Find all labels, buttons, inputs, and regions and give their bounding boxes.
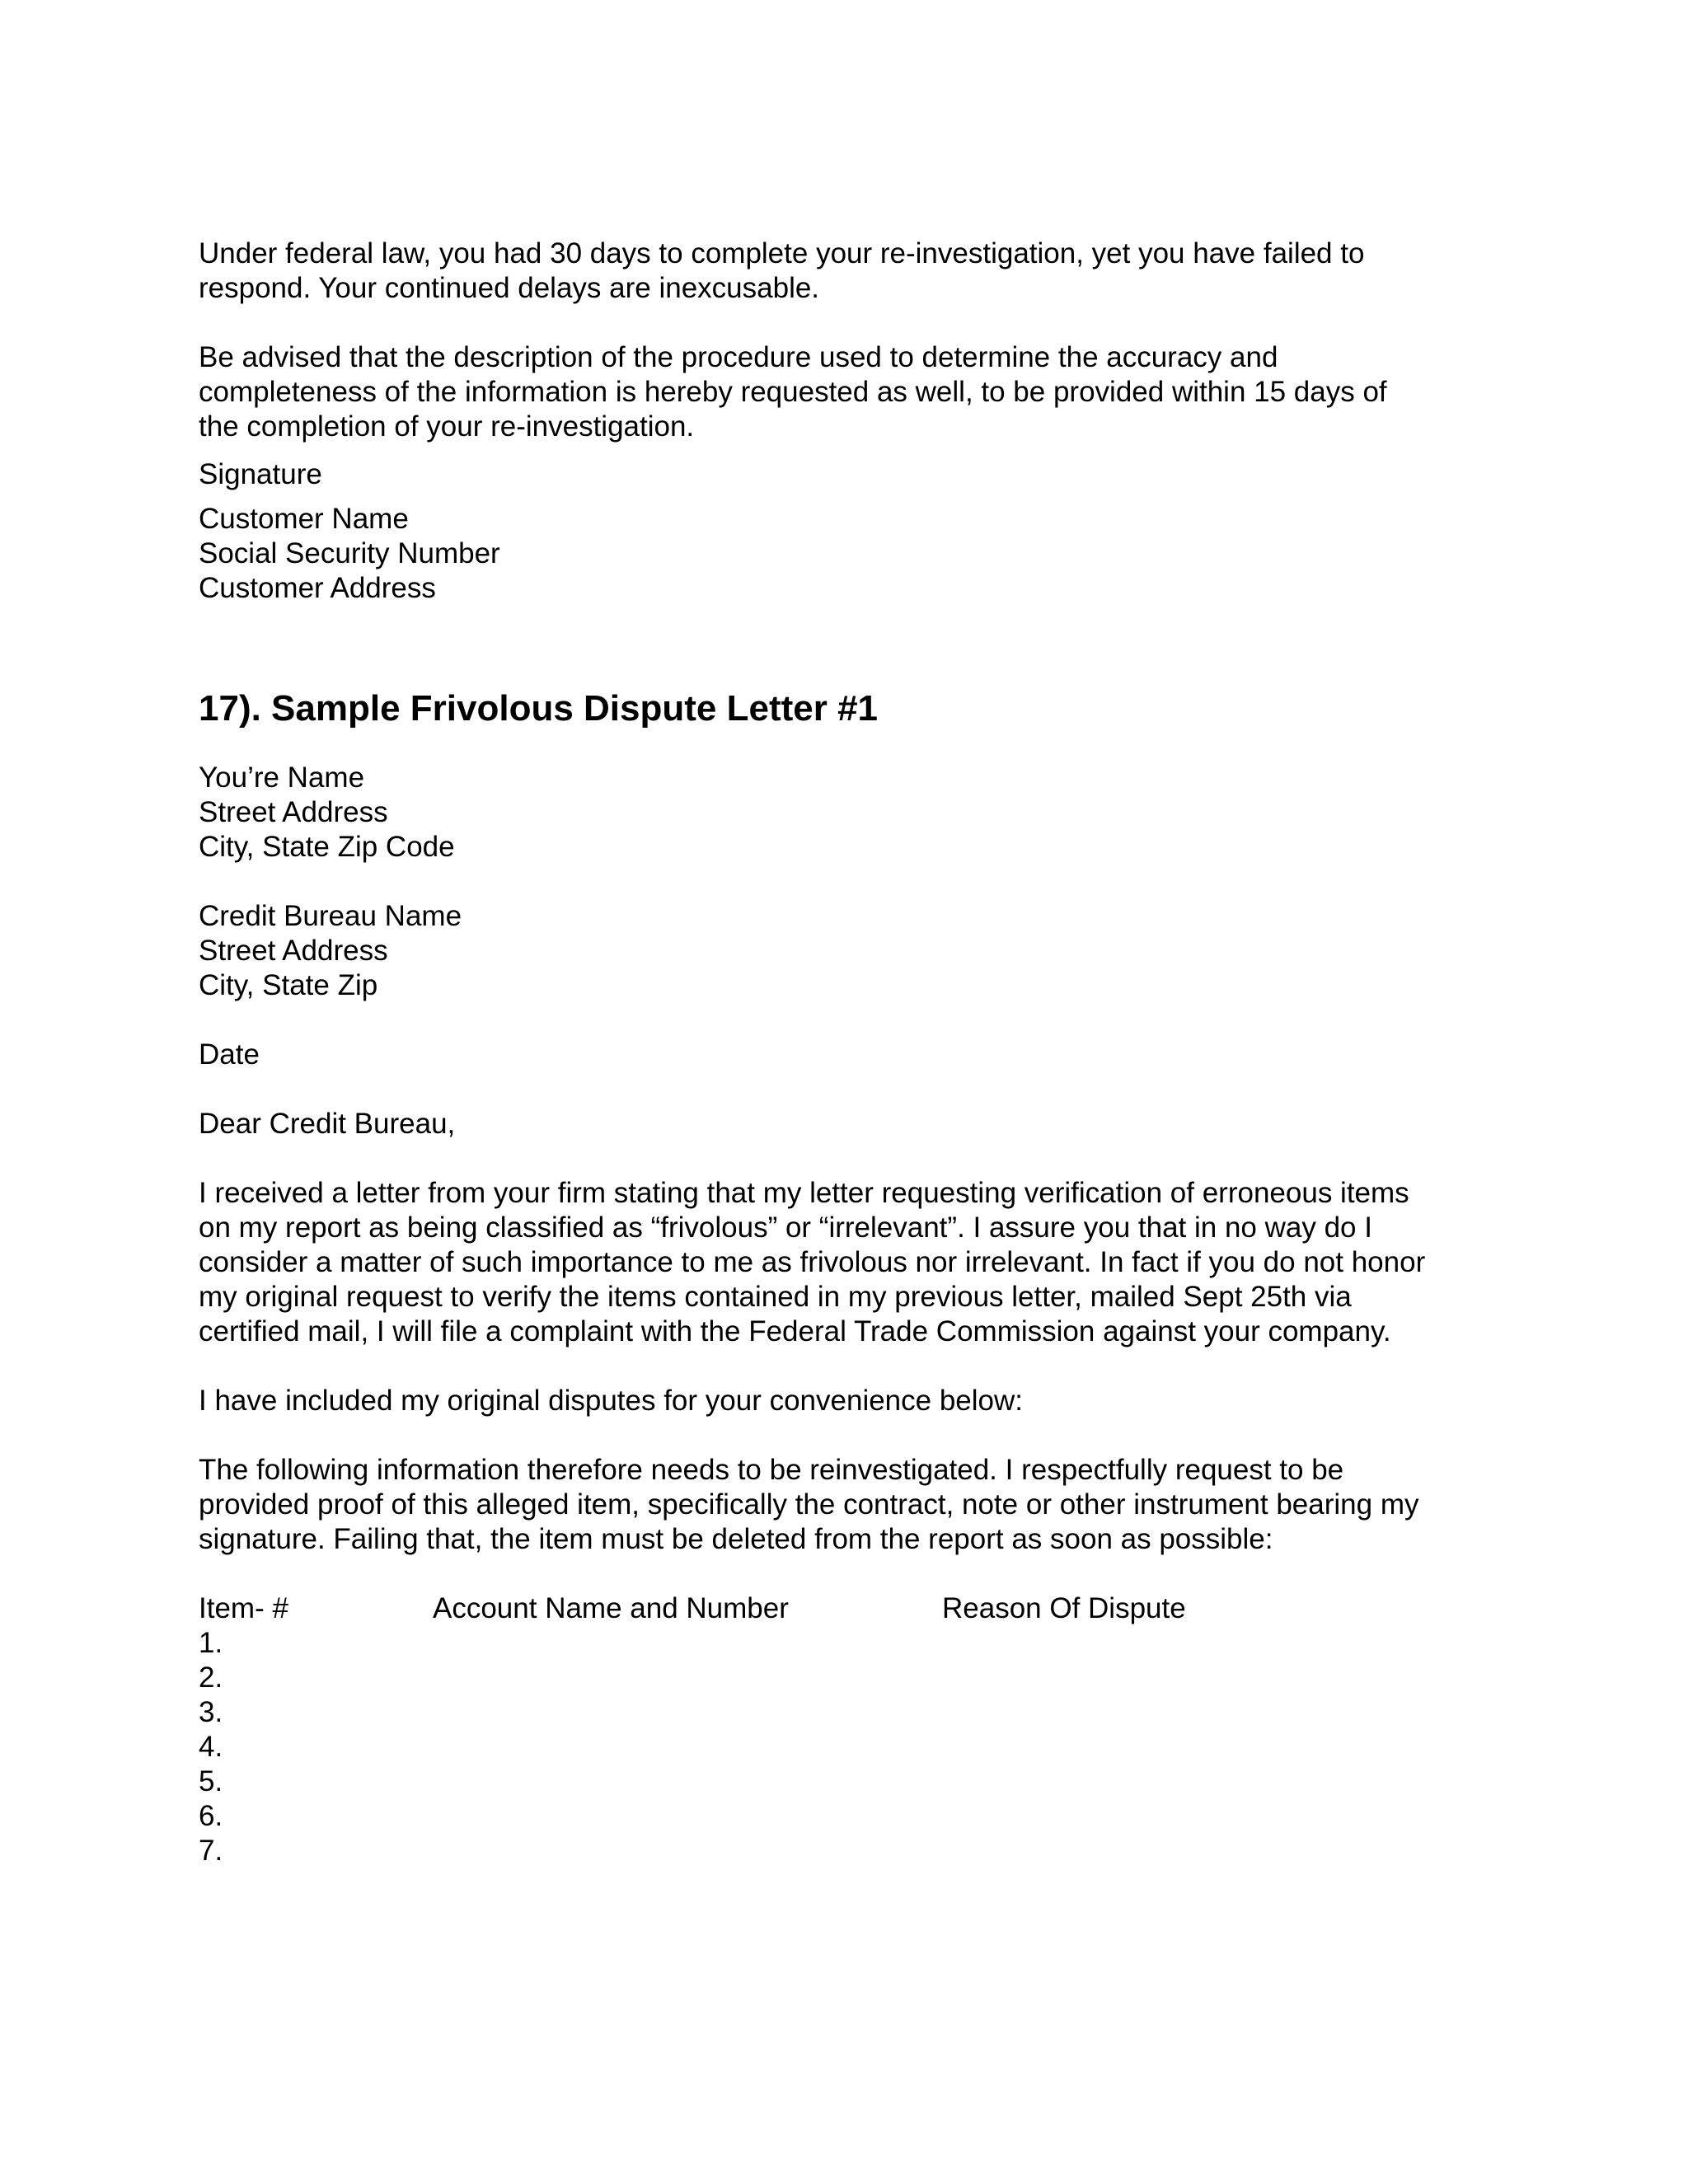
paragraph-frivolous-response — [199, 1176, 1517, 1349]
table-row — [199, 1799, 1437, 1834]
text-line: on my report as being classified as “frivolous” or “irrelevant”. I assure you that in no way do I — [199, 1212, 1372, 1244]
bureau-address-block — [199, 899, 1517, 1003]
sender-address-block — [199, 761, 1517, 865]
sender-name: You’re Name — [199, 762, 365, 794]
item-number: 6. — [199, 1800, 223, 1832]
item-number: 3. — [199, 1696, 223, 1728]
item-number: 7. — [199, 1835, 223, 1867]
table-row — [199, 1661, 1437, 1695]
bureau-name: Credit Bureau Name — [199, 900, 462, 932]
bureau-street: Street Address — [199, 935, 388, 967]
paragraph-deadline — [199, 237, 1517, 306]
table-row — [199, 1730, 1437, 1765]
table-row — [199, 1626, 1437, 1661]
sender-street: Street Address — [199, 796, 388, 828]
text-line: the completion of your re-investigation. — [199, 410, 695, 443]
item-number: 1. — [199, 1627, 223, 1659]
text-line: Be advised that the description of the procedure used to determine the accuracy and — [199, 341, 1278, 373]
salutation: Dear Credit Bureau, — [199, 1108, 456, 1140]
customer-info-block — [199, 502, 1517, 606]
text-line: Under federal law, you had 30 days to complete your re-investigation, yet you have failed to — [199, 237, 1365, 269]
header-account-name: Account Name and Number — [433, 1592, 789, 1624]
item-number: 2. — [199, 1661, 223, 1694]
customer-address: Customer Address — [199, 572, 436, 604]
text-line: The following information therefore needs to be reinvestigated. I respectfully request to be — [199, 1454, 1344, 1486]
header-reason: Reason Of Dispute — [942, 1592, 1186, 1624]
text-line: certified mail, I will file a complaint with the Federal Trade Commission against your company. — [199, 1315, 1391, 1347]
customer-ssn: Social Security Number — [199, 537, 500, 569]
date-line: Date — [199, 1038, 260, 1071]
table-row — [199, 1765, 1437, 1799]
sender-city: City, State Zip Code — [199, 831, 455, 863]
header-item-number: Item- # — [199, 1592, 288, 1624]
text-line: my original request to verify the items contained in my previous letter, mailed Sept 25th via — [199, 1281, 1352, 1313]
section-heading: 17). Sample Frivolous Dispute Letter #1 — [199, 688, 879, 729]
paragraph-reinvestigation-request — [199, 1453, 1517, 1557]
item-number: 4. — [199, 1731, 223, 1763]
text-line: I received a letter from your firm stating that my letter requesting verification of erroneous items — [199, 1177, 1409, 1209]
paragraph-procedure-request — [199, 340, 1517, 444]
table-header-row — [199, 1591, 1437, 1626]
item-number: 5. — [199, 1765, 223, 1797]
text-line: respond. Your continued delays are inexcusable. — [199, 272, 820, 304]
table-row — [199, 1695, 1437, 1730]
bureau-city: City, State Zip — [199, 969, 378, 1001]
table-row — [199, 1834, 1437, 1868]
text-line: provided proof of this alleged item, specifically the contract, note or other instrument bearing my — [199, 1488, 1419, 1521]
text-line: signature. Failing that, the item must be deleted from the report as soon as possible: — [199, 1523, 1273, 1555]
text-line: completeness of the information is hereby requested as well, to be provided within 15 days of — [199, 376, 1387, 408]
signature-line: Signature — [199, 458, 322, 490]
customer-name: Customer Name — [199, 503, 409, 535]
text-line: consider a matter of such importance to me as frivolous nor irrelevant. In fact if you do not honor — [199, 1246, 1426, 1278]
dispute-items-table — [199, 1591, 1437, 1868]
document-page — [199, 237, 1517, 1868]
paragraph-disputes-included: I have included my original disputes for your convenience below: — [199, 1385, 1024, 1417]
